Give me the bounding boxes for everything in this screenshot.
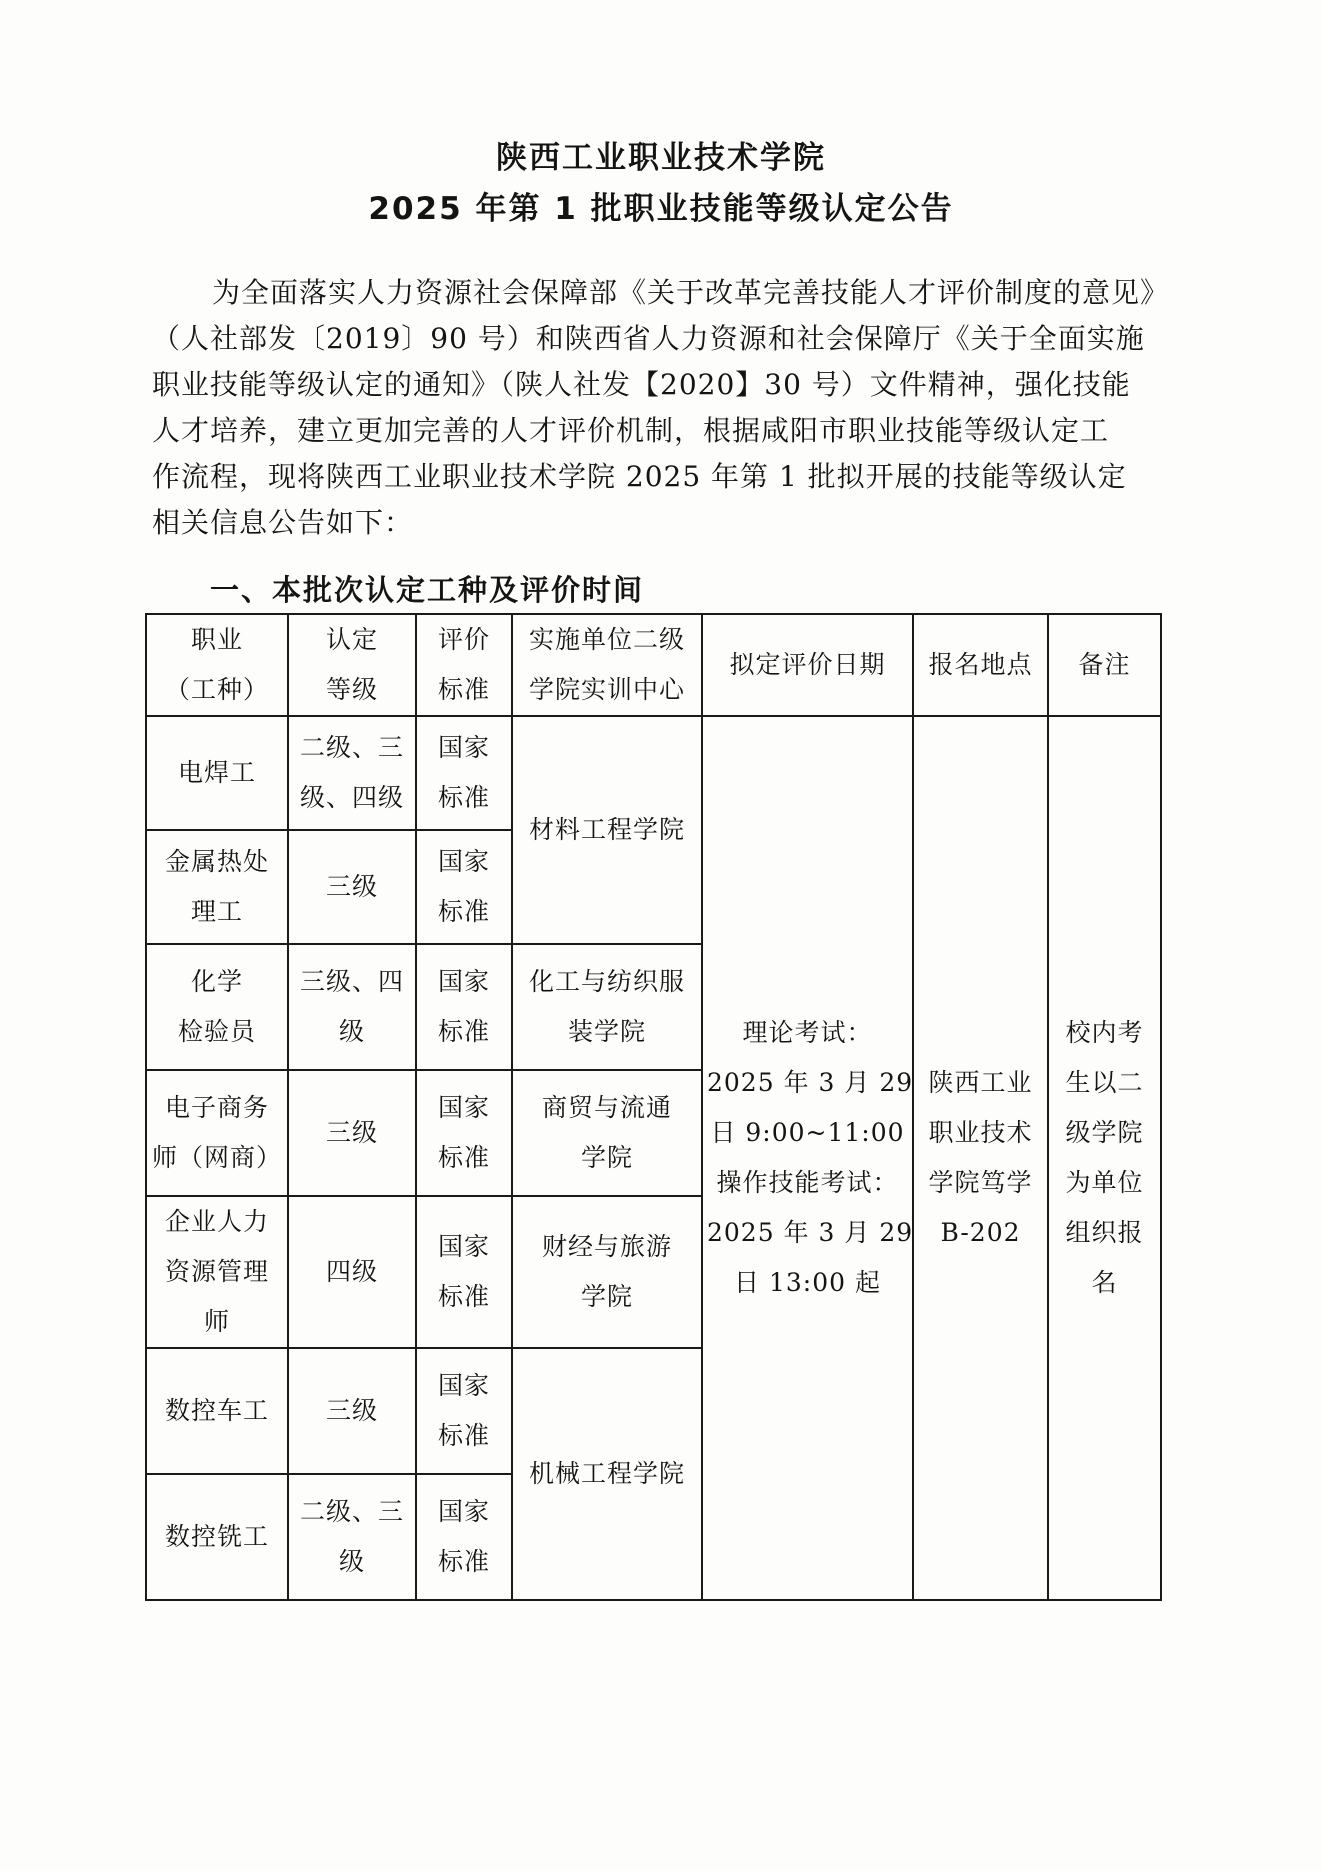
cell-text: 三级、四: [299, 967, 404, 996]
cell-text: 为单位: [1065, 1168, 1144, 1197]
cell-text: 检验员: [177, 1017, 256, 1046]
cell-text: 机械工程学院: [528, 1459, 685, 1488]
standard-cell: [416, 944, 512, 1070]
unit-cell: [512, 1070, 702, 1196]
level-cell: [288, 1196, 416, 1348]
cell-text: 校内考: [1065, 1018, 1144, 1047]
cell-text: 三级: [325, 1396, 378, 1425]
cell-text: 师: [203, 1307, 230, 1336]
cell-text: 认定: [325, 625, 378, 654]
level-cell: [288, 1348, 416, 1474]
cell-text: 国家: [437, 733, 490, 762]
cell-text: 标准: [437, 675, 490, 704]
cell-text: 级、四级: [299, 783, 404, 812]
standard-cell: [416, 1348, 512, 1474]
section-heading: 一、本批次认定工种及评价时间: [210, 573, 645, 607]
cell-text: 国家: [437, 967, 490, 996]
cell-text: 标准: [437, 1143, 490, 1172]
cell-text: 2025 年 3 月 29: [707, 1218, 914, 1247]
cell-text: 2025 年 3 月 29: [707, 1068, 914, 1097]
cell-text: 材料工程学院: [528, 815, 685, 844]
cell-text: 生以二: [1065, 1068, 1144, 1097]
cell-text: 职业技术: [928, 1118, 1033, 1147]
cell-text: 二级、三: [299, 1497, 404, 1526]
registration-place-cell: [913, 716, 1048, 1600]
level-cell: [288, 944, 416, 1070]
cell-text: 等级: [325, 675, 378, 704]
header-occupation: [146, 614, 288, 716]
cell-text: 理工: [190, 897, 243, 926]
unit-cell: [512, 1348, 702, 1600]
header-place: [913, 614, 1048, 716]
cell-text: 标准: [437, 1282, 490, 1311]
cell-text: 名: [1091, 1268, 1118, 1297]
cell-text: 组织报: [1065, 1218, 1144, 1247]
cell-text: 电子商务: [164, 1093, 269, 1122]
standard-cell: [416, 1196, 512, 1348]
occupation-cell: [146, 1070, 288, 1196]
evaluation-date-cell: [702, 716, 913, 1600]
cell-text: 日 13:00 起: [734, 1268, 881, 1297]
cell-text: 二级、三: [299, 733, 404, 762]
cell-text: 资源管理: [164, 1257, 269, 1286]
occupation-cell: [146, 716, 288, 830]
paragraph-line: 职业技能等级认定的通知》（陕人社发【2020】30 号）文件精神，强化技能: [152, 368, 1131, 401]
intro-paragraph: [152, 270, 1170, 546]
paragraph-line: 相关信息公告如下：: [152, 506, 414, 539]
cell-text: 化工与纺织服: [528, 967, 685, 996]
cell-text: 理论考试：: [742, 1018, 873, 1047]
cell-text: 学院笃学: [928, 1168, 1033, 1197]
occupation-cell: [146, 944, 288, 1070]
standard-cell: [416, 716, 512, 830]
cell-text: （工种）: [164, 675, 269, 704]
cell-text: 标准: [437, 1017, 490, 1046]
cell-text: 国家: [437, 1371, 490, 1400]
document-title: 陕西工业职业技术学院: [496, 140, 826, 176]
cell-text: 报名地点: [928, 650, 1033, 679]
cell-text: 化学: [190, 967, 243, 996]
document-subtitle: 2025 年第 1 批职业技能等级认定公告: [368, 191, 954, 227]
cell-text: 电焊工: [177, 758, 256, 787]
cell-text: 备注: [1078, 650, 1131, 679]
header-unit: [512, 614, 702, 716]
cell-text: 职业: [190, 625, 243, 654]
cell-text: 评价: [437, 625, 490, 654]
occupation-cell: [146, 1196, 288, 1348]
cell-text: 国家: [437, 1497, 490, 1526]
cell-text: 国家: [437, 1232, 490, 1261]
cell-text: 三级: [325, 1118, 378, 1147]
occupation-cell: [146, 830, 288, 944]
header-note: [1048, 614, 1161, 716]
cell-text: 企业人力: [164, 1207, 269, 1236]
cell-text: 标准: [437, 783, 490, 812]
table-row: [146, 716, 1161, 830]
cell-text: 金属热处: [164, 847, 269, 876]
cell-text: 实施单位二级: [528, 625, 685, 654]
header-standard: [416, 614, 512, 716]
cell-text: 数控车工: [164, 1396, 269, 1425]
paragraph-line: （人社部发〔2019〕90 号）和陕西省人力资源和社会保障厅《关于全面实施: [152, 322, 1145, 355]
cell-text: 标准: [437, 897, 490, 926]
paragraph-line: 为全面落实人力资源社会保障部《关于改革完善技能人才评价制度的意见》: [212, 276, 1170, 309]
cell-text: 国家: [437, 847, 490, 876]
unit-cell: [512, 716, 702, 944]
cell-text: 四级: [325, 1257, 378, 1286]
unit-cell: [512, 944, 702, 1070]
cell-text: 标准: [437, 1421, 490, 1450]
level-cell: [288, 830, 416, 944]
cell-text: 师（网商）: [151, 1143, 282, 1172]
cell-text: 陕西工业: [928, 1068, 1033, 1097]
cell-text: B-202: [940, 1218, 1021, 1247]
standard-cell: [416, 830, 512, 944]
note-cell: [1048, 716, 1161, 1600]
cell-text: 级学院: [1065, 1118, 1144, 1147]
table-header-row: [146, 614, 1161, 716]
cell-text: 装学院: [567, 1017, 646, 1046]
level-cell: [288, 716, 416, 830]
occupation-cell: [146, 1474, 288, 1600]
cell-text: 操作技能考试：: [716, 1168, 899, 1197]
certification-table: [145, 613, 1162, 1601]
paragraph-line: 人才培养，建立更加完善的人才评价机制，根据咸阳市职业技能等级认定工: [152, 414, 1110, 447]
unit-cell: [512, 1196, 702, 1348]
cell-text: 日 9:00~11:00: [710, 1118, 905, 1147]
cell-text: 三级: [325, 872, 378, 901]
cell-text: 商贸与流通: [541, 1093, 672, 1122]
cell-text: 学院实训中心: [528, 675, 685, 704]
header-level: [288, 614, 416, 716]
cell-text: 级: [338, 1547, 365, 1576]
cell-text: 学院: [580, 1143, 633, 1172]
standard-cell: [416, 1070, 512, 1196]
standard-cell: [416, 1474, 512, 1600]
occupation-cell: [146, 1348, 288, 1474]
cell-text: 拟定评价日期: [729, 650, 886, 679]
paragraph-line: 作流程，现将陕西工业职业技术学院 2025 年第 1 批拟开展的技能等级认定: [152, 460, 1127, 493]
cell-text: 数控铣工: [164, 1522, 269, 1551]
cell-text: 财经与旅游: [541, 1232, 672, 1261]
level-cell: [288, 1474, 416, 1600]
cell-text: 国家: [437, 1093, 490, 1122]
cell-text: 标准: [437, 1547, 490, 1576]
level-cell: [288, 1070, 416, 1196]
header-date: [702, 614, 913, 716]
cell-text: 学院: [580, 1282, 633, 1311]
cell-text: 级: [338, 1017, 365, 1046]
